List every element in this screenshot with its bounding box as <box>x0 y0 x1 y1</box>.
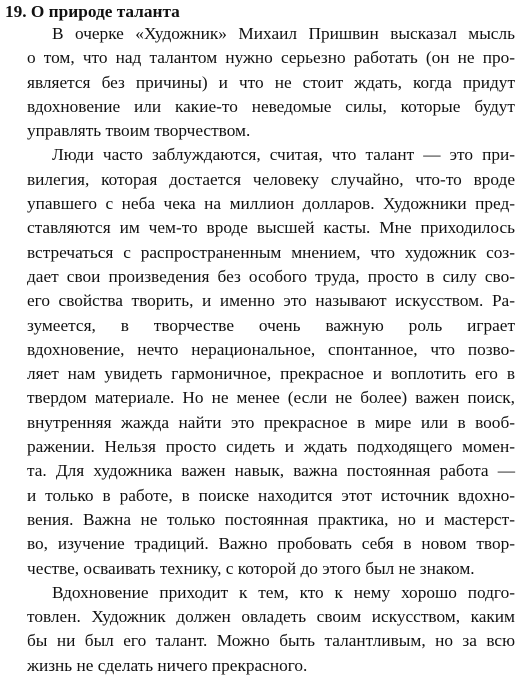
text-line: ставляются им чем-то вроде высшей касты. Мне приходилось <box>27 218 515 238</box>
text-line: вдохновение или какие-то неведомые силы, которые будут <box>27 96 515 116</box>
text-line: ражении. Нельзя просто сидеть и ждать подходящего момен- <box>27 437 515 457</box>
text-line: и только в работе, в поиске находится этот источник вдохно- <box>27 485 515 505</box>
text-line: является без причины) и что не стоит ждать, когда придут <box>27 72 515 92</box>
text-line: жизнь не сделать ничего прекрасного. <box>27 655 308 675</box>
text-line: вдохновение, нечто нерациональное, спонтанное, что позво- <box>27 339 515 359</box>
text-line: внутренняя жажда найти это прекрасное в мире или в вооб- <box>27 412 515 432</box>
essay-body <box>3 22 515 678</box>
text-line: Люди часто заблуждаются, считая, что талант — это при- <box>52 145 515 165</box>
text-line: В очерке «Художник» Михаил Пришвин высказал мысль <box>52 24 515 43</box>
text-line: его свойства творить, и именно это называют искусством. Ра- <box>27 291 515 311</box>
text-line: товлен. Художник должен овладеть своим искусством, каким <box>27 607 515 627</box>
text-line: бы ни был его талант. Можно быть талантливым, но за всю <box>27 631 515 651</box>
text-line: управлять твоим творчеством. <box>27 121 251 141</box>
text-line: о том, что над талантом нужно серьезно работать (он не про- <box>27 48 515 68</box>
text-line: дает свои произведения без особого труда, просто в силу сво- <box>27 266 515 286</box>
text-line: вилегия, которая достается человеку случайно, что-то вроде <box>27 169 515 189</box>
text-line: встречаться с распространенным мнением, что художник соз- <box>27 242 515 262</box>
text-line: во, изучение традиций. Важно пробовать себя в новом твор- <box>27 534 515 554</box>
section-title: 19. О природе таланта <box>5 2 180 21</box>
text-line: вения. Важна не только постоянная практика, но и мастерст- <box>27 509 515 529</box>
paragraph <box>3 22 515 143</box>
paragraph <box>3 143 515 580</box>
text-line: честве, осваивать технику, с которой до этого был не знаком. <box>27 558 475 578</box>
text-line: твердом материале. Но не менее (если не более) важен поиск, <box>27 388 515 408</box>
text-line: та. Для художника важен навык, важна постоянная работа — <box>27 461 515 481</box>
paragraph <box>3 581 515 678</box>
text-line: упавшего с неба чека на миллион долларов. Художники пред- <box>27 194 515 214</box>
text-line: ляет нам увидеть гармоничное, прекрасное и воплотить его в <box>27 364 515 384</box>
text-line: Вдохновение приходит к тем, кто к нему хорошо подго- <box>52 582 515 602</box>
text-line: зумеется, в творчестве очень важную роль играет <box>27 315 515 335</box>
